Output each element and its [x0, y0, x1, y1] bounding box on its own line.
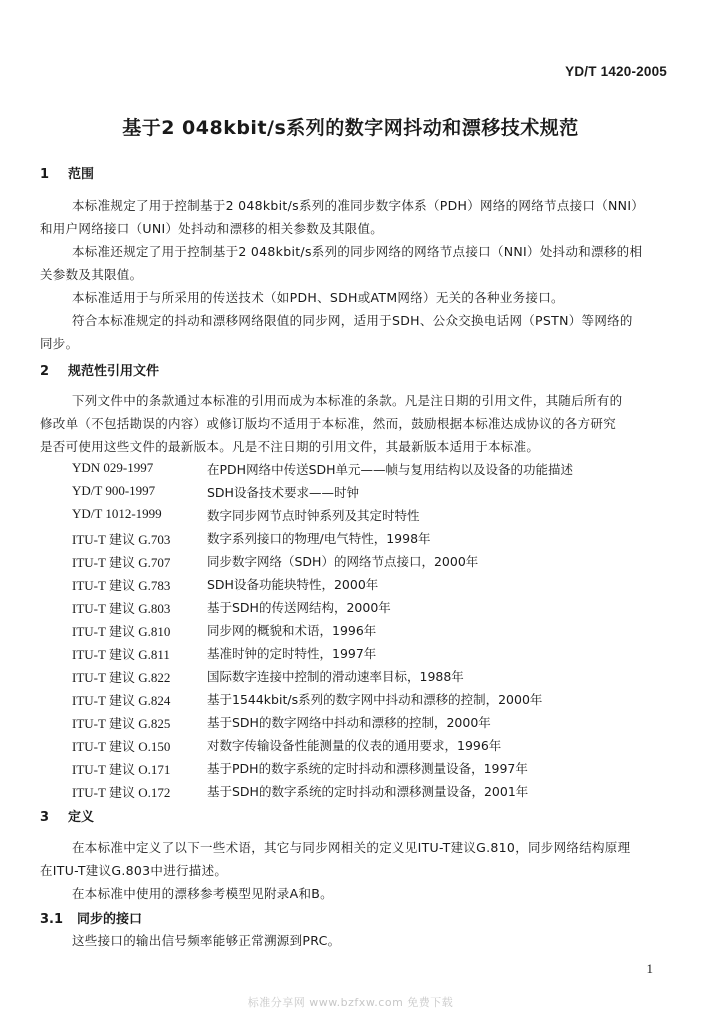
document-code: YD/T 1420-2005: [565, 64, 667, 79]
section-heading-references: [40, 360, 159, 379]
definitions-paragraph-line: 在本标准中使用的漂移参考模型见附录A和B。: [72, 886, 333, 901]
reference-title: 同步数字网络（SDH）的网络节点接口，2000年: [207, 554, 479, 569]
scope-paragraph-line: 关参数及其限值。: [40, 267, 143, 282]
scope-paragraph-line: 本标准还规定了用于控制基于2 048kbit/s系列的同步网络的网络节点接口（NNI）处抖动和漂移的相: [72, 244, 643, 259]
reference-code: ITU-T 建议 G.707: [72, 555, 171, 570]
section-number: 1: [40, 167, 50, 182]
reference-title: 基于SDH的数字网络中抖动和漂移的控制，2000年: [207, 715, 491, 730]
reference-title: 在PDH网络中传送SDH单元——帧与复用结构以及设备的功能描述: [207, 462, 574, 477]
reference-title: 数字系列接口的物理/电气特性，1998年: [207, 531, 431, 546]
reference-code: ITU-T 建议 G.825: [72, 716, 171, 731]
reference-code: ITU-T 建议 G.810: [72, 624, 171, 639]
sync-paragraph-line: 这些接口的输出信号频率能够正常溯源到PRC。: [72, 933, 341, 948]
scope-paragraph-line: 和用户网络接口（UNI）处抖动和漂移的相关参数及其限值。: [40, 221, 384, 236]
section-heading-scope: [40, 163, 94, 182]
reference-code: ITU-T 建议 G.783: [72, 578, 171, 593]
reference-title: 同步网的概貌和术语，1996年: [207, 623, 377, 638]
section-heading-sync-interface: [40, 908, 142, 927]
reference-title: 基于SDH的传送网结构，2000年: [207, 600, 391, 615]
reference-code: ITU-T 建议 G.822: [72, 670, 171, 685]
references-paragraph-line: 下列文件中的条款通过本标准的引用而成为本标准的条款。凡是注日期的引用文件，其随后所有的: [72, 393, 623, 408]
reference-title: SDH设备功能块特性，2000年: [207, 577, 379, 592]
section-number: 3: [40, 810, 50, 825]
reference-title: 对数字传输设备性能测量的仪表的通用要求，1996年: [207, 738, 502, 753]
reference-code: YDN 029-1997: [72, 460, 154, 475]
reference-code: ITU-T 建议 O.150: [72, 739, 171, 754]
reference-title: 基于SDH的数字系统的定时抖动和漂移测量设备，2001年: [207, 784, 529, 799]
section-heading-definitions: [40, 806, 94, 825]
reference-code: YD/T 1012-1999: [72, 506, 162, 521]
reference-title: 国际数字连接中控制的滑动速率目标，1988年: [207, 669, 464, 684]
reference-code: YD/T 900-1997: [72, 483, 156, 498]
scope-paragraph-line: 本标准适用于与所采用的传送技术（如PDH、SDH或ATM网络）无关的各种业务接口。: [72, 290, 564, 305]
reference-code: ITU-T 建议 G.824: [72, 693, 171, 708]
definitions-paragraph-line: 在本标准中定义了以下一些术语，其它与同步网相关的定义见ITU-T建议G.810，同步网络结构原理: [72, 840, 631, 855]
reference-code: ITU-T 建议 O.172: [72, 785, 171, 800]
section-title: 同步的接口: [77, 912, 143, 927]
reference-title: 基准时钟的定时特性，1997年: [207, 646, 377, 661]
reference-code: ITU-T 建议 G.703: [72, 532, 171, 547]
section-title: 范围: [68, 167, 95, 182]
references-paragraph-line: 是否可使用这些文件的最新版本。凡是不注日期的引用文件，其最新版本适用于本标准。: [40, 439, 540, 454]
scope-paragraph-line: 同步。: [40, 336, 79, 351]
scope-paragraph-line: 本标准规定了用于控制基于2 048kbit/s系列的准同步数字体系（PDH）网络的网络节点接口（NNI）: [72, 198, 645, 213]
section-number: 3.1: [40, 912, 64, 927]
reference-title: 基于1544kbit/s系列的数字网中抖动和漂移的控制，2000年: [207, 692, 543, 707]
section-title: 定义: [68, 810, 95, 825]
reference-code: ITU-T 建议 G.811: [72, 647, 170, 662]
definitions-paragraph-line: 在ITU-T建议G.803中进行描述。: [40, 863, 228, 878]
reference-title: SDH设备技术要求——时钟: [207, 485, 359, 500]
reference-title: 数字同步网节点时钟系列及其定时特性: [207, 508, 420, 523]
section-title: 规范性引用文件: [68, 364, 160, 379]
scope-paragraph-line: 符合本标准规定的抖动和漂移网络限值的同步网，适用于SDH、公众交换电话网（PSTN）等网络的: [72, 313, 633, 328]
reference-code: ITU-T 建议 G.803: [72, 601, 171, 616]
references-paragraph-line: 修改单（不包括勘误的内容）或修订版均不适用于本标准，然而，鼓励根据本标准达成协议的各方研究: [40, 416, 617, 431]
reference-title: 基于PDH的数字系统的定时抖动和漂移测量设备，1997年: [207, 761, 528, 776]
reference-code: ITU-T 建议 O.171: [72, 762, 171, 777]
section-number: 2: [40, 364, 50, 379]
watermark: 标准分享网 www.bzfxw.com 免费下载: [247, 996, 454, 1009]
page-number: 1: [646, 961, 653, 976]
page-title: 基于2 048kbit/s系列的数字网抖动和漂移技术规范: [122, 117, 579, 139]
